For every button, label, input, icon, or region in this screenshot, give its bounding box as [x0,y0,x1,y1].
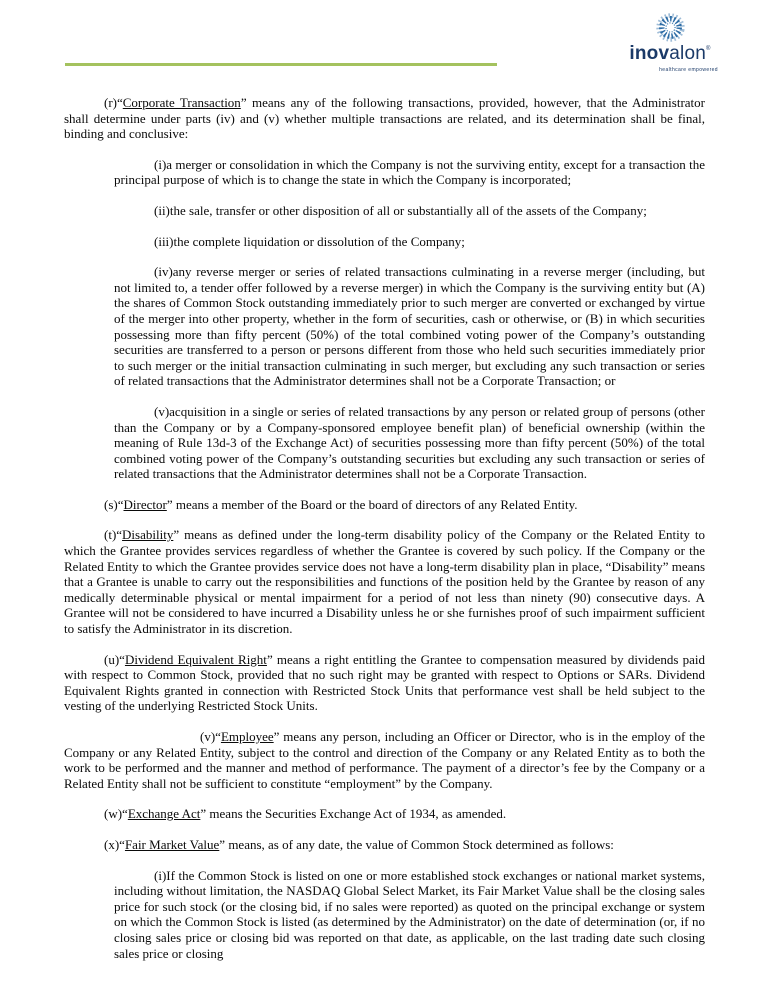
paragraph-text: ” means any of the following transactions, provided, however, that the Administrator shall determine under parts (iv) and (v) whether multiple transactions are related, and its determination shall be final, binding and conclusive: [64,95,705,142]
paragraph-text: (w)“ [104,806,128,822]
paragraph-u [64,652,705,714]
paragraph-text: (t)“ [104,527,123,543]
inovalon-logo [618,11,722,79]
paragraph-text: (r)“ [104,95,123,110]
defined-term-corporate-transaction: Corporate Transaction [122,95,241,110]
paragraph-x [64,837,705,853]
paragraph-r [64,95,705,142]
paragraph-v [64,729,705,791]
paragraph-text: (u)“ [104,651,125,667]
paragraph-text: ” means, as of any date, the value of Common Stock determined as follows: [219,836,614,852]
paragraph-text: (iii)the complete liquidation or dissolution of the Company; [154,233,465,249]
paragraph-r-iii [114,234,705,250]
registered-trademark-symbol: ® [705,46,711,52]
paragraph-r-ii [114,203,705,219]
defined-term-director: Director [123,496,167,512]
document-body [64,95,705,976]
paragraph-text: ” means a member of the Board or the board of directors of any Related Entity. [166,496,578,512]
paragraph-r-v [114,404,705,482]
paragraph-text: ” means a right entitling the Grantee to compensation measured by dividends paid with respect to Common Stock, provided that no such right may be granted with respect to Options or SARs. Dividend Equivalent Rights granted in connection with Restricted Stock Units that performance vest shall be held subject to the vesting of the underlying Restricted Stock Units. [64,651,706,714]
paragraph-text: (x)“ [104,836,125,852]
defined-term-disability: Disability [122,527,174,543]
wordmark-light: alon [669,43,706,64]
paragraph-r-i [114,157,705,188]
logo-tagline: healthcare empowered [659,67,718,73]
paragraph-text: (ii)the sale, transfer or other disposition of all or substantially all of the assets of the Company; [154,202,647,218]
defined-term-fair-market-value: Fair Market Value [124,836,220,852]
inovalon-sunburst-icon [654,11,687,44]
paragraph-text: ” means as defined under the long-term disability policy of the Company or the Related Entity to which the Grantee provides services regardless of whether the Grantee is covered by such policy. If the Company or the Related Entity to which the Grantee provides service does not have a long-term disability plan in place, “Disability” means that a Grantee is unable to carry out the responsibilities and functions of the position held by the Grantee by reason of any medically determinable physical or mental impairment for a period of not less than ninety (90) consecutive days. A Grantee will not be considered to have incurred a Disability unless he or she furnishes proof of such impairment sufficient to satisfy the Administrator in its discretion. [64,527,705,637]
paragraph-text: ” means any person, including an Officer or Director, who is in the employ of the Company or any Related Entity, subject to the control and direction of the Company or any Related Entity as to both the work to be performed and the manner and method of performance. The payment of a director’s fee by the Company or a Related Entity shall not be sufficient to constitute “employment” by the Company. [64,729,705,791]
paragraph-text: (v)acquisition in a single or series of related transactions by any person or related group of persons (other than the Company or by a Company-sponsored employee benefit plan) of beneficial ownership (within the meaning of Rule 13d-3 of the Exchange Act) of securities possessing more than fifty percent (50%) of the total combined voting power of the Company’s outstanding securities but excluding any such transaction or series of related transactions that the Administrator determines shall not be a Corporate Transaction. [114,403,705,482]
paragraph-text: ” means the Securities Exchange Act of 1934, as amended. [200,806,507,822]
header-divider-rule [65,63,497,66]
paragraph-x-i [114,868,705,962]
paragraph-s [64,497,705,513]
defined-term-dividend-equivalent-right: Dividend Equivalent Right [124,651,267,667]
paragraph-text: (i)a merger or consolidation in which the Company is not the surviving entity, except for a transaction the principal purpose of which is to change the state in which the Company is incorporated; [114,156,705,188]
paragraph-text: (i)If the Common Stock is listed on one or more established stock exchanges or national market systems, including without limitation, the NASDAQ Global Select Market, its Fair Market Value shall be the closing sales price for such stock (or the closing bid, if no sales were reported) as quoted on the principal exchange or system on which the Common Stock is listed (as determined by the Administrator) on the date of determination (or, if no closing sales price or closing bid was reported on that date, as applicable, on the last trading date such closing sales price or closing [114,867,705,961]
defined-term-employee: Employee [220,729,274,744]
wordmark-bold: inov [629,43,670,64]
paragraph-w [64,806,705,822]
paragraph-text: (v)“ [200,729,221,744]
paragraph-r-iv [114,264,705,389]
paragraph-text: (s)“ [104,496,124,512]
paragraph-t [64,527,705,636]
inovalon-wordmark [629,45,710,62]
paragraph-text: (iv)any reverse merger or series of related transactions culminating in a reverse merger (including, but not limited to, a tender offer followed by a reverse merger) in which the Company is the surviving entity but (A) the shares of Common Stock outstanding immediately prior to such merger are converted or exchanged by virtue of the merger into other property, whether in the form of securities, cash or otherwise, or (B) in which securities possessing more than fifty percent (50%) of the total combined voting power of the Company’s outstanding securities are transferred to a person or persons different from those who held such securities immediately prior to such merger or the initial transaction culminating in such merger, but excluding any such transaction or series of related transactions that the Administrator determines shall not be a Corporate Transaction; or [114,264,705,389]
defined-term-exchange-act: Exchange Act [127,806,201,822]
